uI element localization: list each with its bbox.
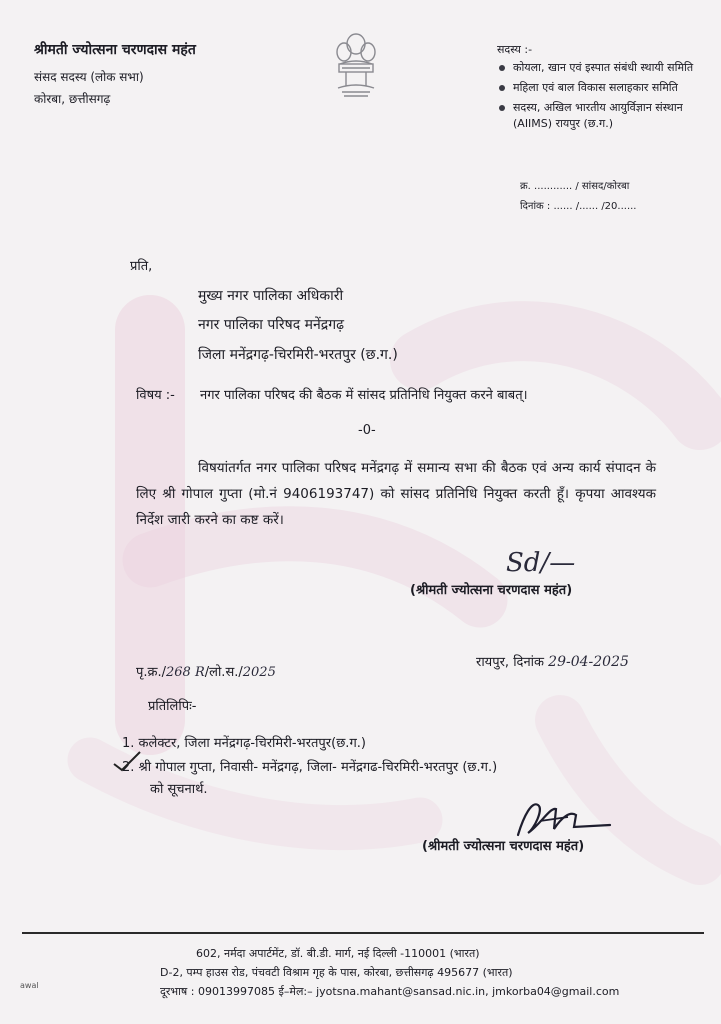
copy-item-2-text: श्री गोपाल गुप्ता, निवासी- मनेंद्रगढ़, जिला- मनेंद्रगढ-चिरमिरी-भरतपुर (छ.ग.): [138, 760, 498, 775]
membership-item: कोयला, खान एवं इस्पात संबंधी स्थायी समिति: [497, 60, 707, 76]
signature-mark: Sd/—: [506, 548, 576, 578]
body-paragraph: [136, 455, 656, 533]
signatory-name-2: (श्रीमती ज्योत्सना चरणदास महंत): [422, 839, 585, 854]
copy-heading: प्रतिलिपिः-: [148, 699, 197, 714]
copy-item-1: 1. कलेक्टर, जिला मनेंद्रगढ़-चिरमिरी-भरतपुर(छ.ग.): [122, 736, 366, 751]
sender-place: कोरबा, छत्तीसगढ़: [34, 92, 111, 106]
signatory-name-1: (श्रीमती ज्योत्सना चरणदास महंत): [410, 583, 573, 598]
separator: -0-: [358, 423, 376, 438]
reference-number-field: क्र. ............ / सांसद/कोरबा: [520, 181, 630, 192]
subject-text: नगर पालिका परिषद की बैठक में सांसद प्रतिनिधि नियुक्त करने बाबत्।: [200, 388, 528, 403]
copy-item-2: [122, 757, 497, 775]
footer-divider: [22, 932, 704, 934]
footer-korba-address: D-2, पम्प हाउस रोड, पंचवटी विश्राम गृह के पास, कोरबा, छत्तीसगढ़ 495677 (भारत): [160, 966, 513, 979]
addressee-line2: नगर पालिका परिषद मनेंद्रगढ़: [198, 317, 344, 333]
membership-heading: सदस्य :-: [497, 43, 533, 56]
membership-list: [497, 60, 707, 136]
national-emblem-icon: [332, 30, 380, 102]
dispatch-year: 2025: [242, 665, 276, 680]
sender-designation: संसद सदस्य (लोक सभा): [34, 70, 144, 84]
dispatch-reference: [136, 662, 276, 680]
dispatch-prefix: पृ.क्र./: [136, 665, 167, 680]
addressee-line1: मुख्य नगर पालिका अधिकारी: [198, 288, 344, 304]
membership-item: सदस्य, अखिल भारतीय आयुर्विज्ञान संस्थान (AIIMS) रायपुर (छ.ग.): [497, 100, 707, 132]
subject-label: विषय :-: [136, 388, 175, 403]
corner-mark: awal: [20, 981, 39, 990]
body-text: विषयांतर्गत नगर पालिका परिषद मनेंद्रगढ़ में समान्य सभा की बैठक एवं अन्य कार्य संपादन के लिए श्री गोपाल गुप्ता (मो.नं 9406193747) को सांसद प्रतिनिधि नियुक्त करती हूँ। कृपया आवश्यक निर्देश जारी करने का कष्ट करें।: [136, 460, 656, 528]
prati-label: प्रति,: [130, 259, 153, 274]
footer-delhi-address: 602, नर्मदा अपार्टमेंट, डॉ. बी.डी. मार्ग, नई दिल्ली -110001 (भारत): [196, 947, 480, 960]
dispatch-suffix: /लो.स./: [204, 665, 243, 680]
date-field: दिनांक : ...... /...... /20......: [520, 201, 637, 212]
membership-item: महिला एवं बाल विकास सलाहकार समिति: [497, 80, 707, 96]
sender-name: श्रीमती ज्योत्सना चरणदास महंत: [34, 42, 196, 58]
tick-mark-icon: [112, 750, 142, 774]
copy-item-2-number: 2.: [122, 760, 135, 775]
footer-contact: दूरभाष : 09013997085 ई–मेल:– jyotsna.mahant@sansad.nic.in, jmkorba04@gmail.com: [160, 985, 620, 998]
addressee-line3: जिला मनेंद्रगढ़-चिरमिरी-भरतपुर (छ.ग.): [198, 347, 398, 363]
copy-item-2-tail: को सूचनार्थ.: [150, 782, 208, 797]
place-date: [476, 652, 629, 670]
dispatch-number: 268 R: [166, 665, 205, 680]
place-date-label: रायपुर, दिनांक: [476, 655, 545, 670]
handwritten-date: 29-04-2025: [548, 654, 629, 670]
